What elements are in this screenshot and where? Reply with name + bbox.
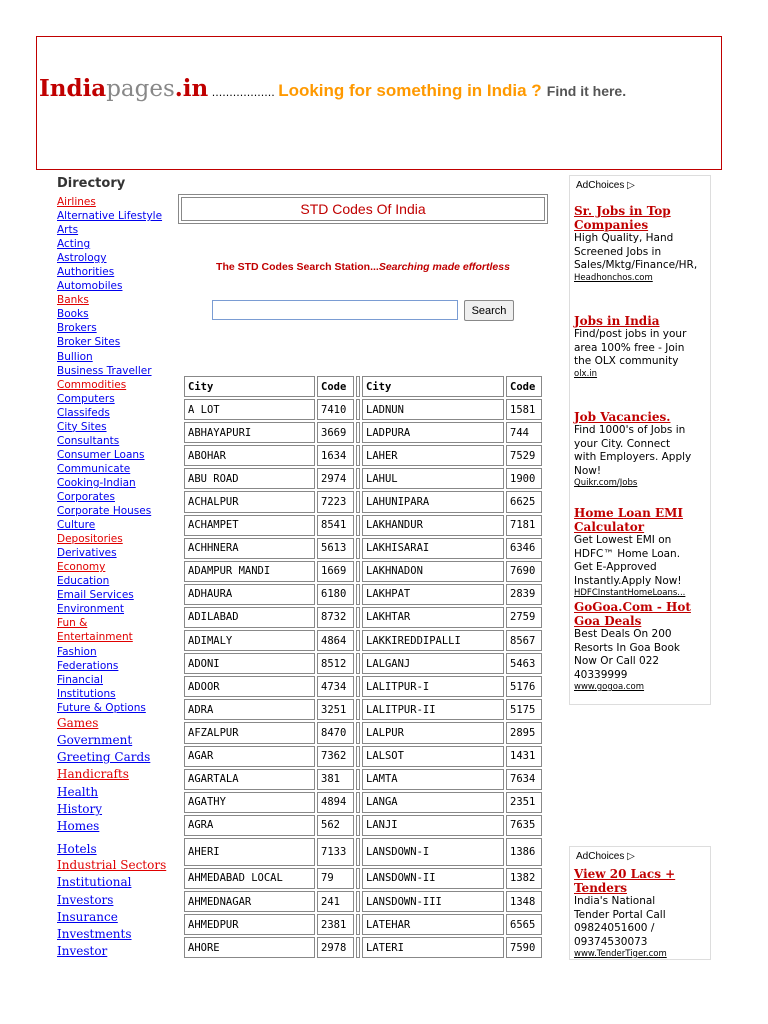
code-cell: 2759 [506, 607, 542, 628]
column-separator [356, 422, 360, 443]
header-banner [36, 36, 722, 170]
subtitle-emphasis: Searching made effortless [378, 261, 510, 273]
ad-title-link[interactable] [574, 867, 714, 895]
directory-link[interactable]: Greeting Cards [57, 750, 151, 765]
city-cell: LAHUNIPARA [362, 491, 504, 512]
directory-link[interactable]: Investments [57, 926, 132, 941]
directory-link[interactable]: Banks [57, 294, 89, 307]
ad-block [569, 175, 711, 705]
directory-link[interactable]: Institutional [57, 875, 132, 890]
table-row [184, 722, 542, 743]
header-city: City [362, 376, 504, 397]
directory-link[interactable]: Entertainment [57, 631, 133, 644]
text-ad [574, 314, 714, 379]
column-separator [356, 838, 360, 866]
city-cell: ADHAURA [184, 584, 315, 605]
page-subtitle [180, 261, 546, 273]
city-cell: LADNUN [362, 399, 504, 420]
directory-link[interactable]: Corporate Houses [57, 505, 152, 518]
adchoices-text: AdChoices [576, 851, 625, 862]
ad-title-line: Goa Deals [574, 614, 642, 628]
directory-link[interactable]: Email Services [57, 589, 134, 602]
search-input[interactable] [212, 300, 458, 320]
ad-url-link[interactable]: olx.in [574, 368, 598, 379]
city-cell: AHMEDPUR [184, 914, 315, 935]
page-title-box [178, 194, 548, 224]
column-separator [356, 699, 360, 720]
table-row [184, 399, 542, 420]
city-cell: LAKKIREDDIPALLI [362, 630, 504, 651]
ad-title-line: Jobs in India [574, 314, 660, 328]
ad-body-line: Find 1000's of Jobs in [574, 424, 686, 436]
city-cell: LAMTA [362, 769, 504, 790]
logo-pages: pages [106, 76, 175, 102]
city-cell: LALGANJ [362, 653, 504, 674]
city-cell: LANSDOWN-I [362, 838, 504, 866]
ad-body-line: High Quality, Hand [574, 232, 674, 244]
ad-body-line: area 100% free - Join [574, 341, 685, 354]
column-separator [356, 722, 360, 743]
column-separator [356, 769, 360, 790]
adchoices-label[interactable] [570, 176, 710, 191]
city-cell: ADRA [184, 699, 315, 720]
city-cell: LAKHNADON [362, 561, 504, 582]
code-cell: 79 [317, 868, 354, 889]
code-cell: 2839 [506, 584, 542, 605]
directory-link[interactable]: Authorities [57, 266, 115, 279]
city-cell: LAHER [362, 445, 504, 466]
column-separator [356, 584, 360, 605]
code-cell: 5613 [317, 538, 354, 559]
city-cell: LAKHTAR [362, 607, 504, 628]
table-row [184, 868, 542, 889]
city-cell: LADPURA [362, 422, 504, 443]
ad-body-line: Now Or Call 022 [574, 655, 660, 667]
city-cell: ACHALPUR [184, 491, 315, 512]
city-cell: LALPUR [362, 722, 504, 743]
directory-link[interactable]: Broker Sites [57, 336, 121, 349]
column-separator [356, 868, 360, 889]
ad-body-line: 09824051600 / [574, 922, 655, 934]
site-logo[interactable] [39, 75, 209, 102]
ad-title-line: Job Vacancies. [574, 410, 671, 424]
ad-title-line: Tenders [574, 881, 628, 895]
code-cell: 8541 [317, 515, 354, 536]
city-cell: ADOOR [184, 676, 315, 697]
ad-body-line: Tender Portal Call [574, 908, 666, 921]
code-cell: 1382 [506, 868, 542, 889]
directory-link[interactable]: Institutions [57, 687, 116, 700]
directory-link[interactable]: Culture [57, 519, 96, 532]
directory-link[interactable]: Fun & [57, 617, 88, 630]
adchoices-text: AdChoices [576, 180, 625, 191]
column-separator [356, 815, 360, 836]
table-row [184, 676, 542, 697]
header-code: Code [317, 376, 354, 397]
directory-link[interactable]: Games [57, 715, 99, 730]
ad-body-line: Screened Jobs in [574, 245, 662, 258]
column-separator [356, 607, 360, 628]
ad-url-link[interactable]: www.TenderTiger.com [574, 949, 667, 959]
code-cell: 3251 [317, 699, 354, 720]
logo-india: India [39, 75, 107, 102]
directory-link[interactable]: History [57, 801, 103, 816]
directory-link[interactable]: Consultants [57, 434, 120, 447]
directory-link[interactable]: City Sites [57, 420, 107, 433]
ad-title-line: View 20 Lacs + [574, 867, 676, 881]
ad-body-line: Instantly.Apply Now! [574, 574, 682, 587]
directory-link[interactable]: Homes [57, 818, 100, 833]
ad-title-link[interactable] [574, 204, 714, 232]
ad-body-line: Get E-Approved [574, 561, 657, 573]
directory-link[interactable]: Alternative Lifestyle [57, 210, 163, 223]
text-ad [574, 867, 714, 959]
code-cell: 2978 [317, 937, 354, 958]
table-row [184, 538, 542, 559]
ad-body-line: Now! [574, 464, 602, 477]
directory-link[interactable]: Commodities [57, 378, 127, 391]
city-cell: ADONI [184, 653, 315, 674]
directory-link[interactable]: Handicrafts [57, 767, 129, 782]
code-cell: 1386 [506, 838, 542, 866]
ad-body-line: the OLX community [574, 355, 679, 367]
column-separator [356, 630, 360, 651]
banner-tagline: Looking for something in India ? [278, 81, 542, 100]
city-cell: LAKHISARAI [362, 538, 504, 559]
ad-block [569, 846, 711, 960]
directory-list [57, 195, 177, 960]
city-cell: AGRA [184, 815, 315, 836]
column-separator [356, 491, 360, 512]
directory-link[interactable]: Environment [57, 603, 125, 616]
code-cell: 6346 [506, 538, 542, 559]
code-cell: 8470 [317, 722, 354, 743]
text-ad [574, 410, 714, 488]
city-cell: LATEHAR [362, 914, 504, 935]
banner-dots: .................. [208, 86, 279, 99]
column-separator [356, 538, 360, 559]
table-row [184, 914, 542, 935]
directory-link[interactable]: Derivatives [57, 547, 117, 560]
directory-link[interactable]: Bullion [57, 350, 93, 363]
directory-title: Directory [57, 176, 126, 191]
code-cell: 5463 [506, 653, 542, 674]
city-cell: ABOHAR [184, 445, 315, 466]
ad-body-line: Get Lowest EMI on [574, 534, 672, 546]
city-cell: ADILABAD [184, 607, 315, 628]
table-row [184, 584, 542, 605]
header-city: City [184, 376, 315, 397]
directory-link[interactable]: Astrology [57, 252, 107, 265]
code-cell: 7590 [506, 937, 542, 958]
text-ad [574, 600, 714, 692]
code-cell: 7362 [317, 746, 354, 767]
directory-link[interactable]: Corporates [57, 490, 115, 503]
code-cell: 7410 [317, 399, 354, 420]
directory-link[interactable]: Depositories [57, 533, 123, 546]
city-cell: LAKHANDUR [362, 515, 504, 536]
city-cell: AHORE [184, 937, 315, 958]
code-cell: 4864 [317, 630, 354, 651]
ad-title-line: GoGoa.Com - Hot [574, 600, 691, 614]
ad-body-line: Sales/Mktg/Finance/HR, [574, 259, 698, 271]
ad-url-link[interactable]: www.gogoa.com [574, 682, 645, 692]
adchoices-icon: ▷ [627, 851, 635, 862]
table-row [184, 891, 542, 912]
city-cell: ABU ROAD [184, 468, 315, 489]
ad-body-line: Resorts In Goa Book [574, 641, 680, 654]
directory-link[interactable]: Acting [57, 238, 91, 251]
table-row [184, 769, 542, 790]
code-cell: 7133 [317, 838, 354, 866]
column-separator [356, 445, 360, 466]
table-row [184, 468, 542, 489]
city-cell: ABHAYAPURI [184, 422, 315, 443]
code-cell: 5176 [506, 676, 542, 697]
code-cell: 8732 [317, 607, 354, 628]
directory-link[interactable]: Classifeds [57, 406, 110, 419]
city-cell: AGARTALA [184, 769, 315, 790]
city-cell: AGATHY [184, 792, 315, 813]
table-row [184, 792, 542, 813]
column-separator [356, 914, 360, 935]
table-row [184, 838, 542, 866]
table-row [184, 422, 542, 443]
logo-in: .in [174, 75, 209, 102]
column-separator [356, 746, 360, 767]
banner-line [39, 75, 626, 102]
city-cell: ADAMPUR MANDI [184, 561, 315, 582]
code-cell: 8567 [506, 630, 542, 651]
column-separator [356, 891, 360, 912]
code-cell: 744 [506, 422, 542, 443]
directory-link[interactable]: Economy [57, 561, 106, 574]
code-cell: 6180 [317, 584, 354, 605]
directory-link[interactable]: Industrial Sectors [57, 858, 167, 873]
city-cell: LANGA [362, 792, 504, 813]
ad-body-line: India's National [574, 895, 656, 907]
city-cell: ACHAMPET [184, 515, 315, 536]
table-header-row [184, 376, 542, 397]
code-cell: 7223 [317, 491, 354, 512]
city-cell: LANJI [362, 815, 504, 836]
code-cell: 1348 [506, 891, 542, 912]
city-cell: LAKHPAT [362, 584, 504, 605]
ad-url-link[interactable]: HDFCInstantHomeLoans... [574, 588, 686, 598]
header-code: Code [506, 376, 542, 397]
directory-link[interactable]: Arts [57, 224, 79, 237]
ad-title-line: Home Loan EMI [574, 506, 684, 520]
code-cell: 7690 [506, 561, 542, 582]
city-cell: LAHUL [362, 468, 504, 489]
city-cell: LALITPUR-I [362, 676, 504, 697]
column-separator [356, 561, 360, 582]
column-separator [356, 676, 360, 697]
ad-url-link[interactable]: Headhonchos.com [574, 272, 653, 283]
text-ad [574, 204, 714, 283]
table-row [184, 515, 542, 536]
column-separator [356, 653, 360, 674]
city-cell: AGAR [184, 746, 315, 767]
city-cell: A LOT [184, 399, 315, 420]
ad-url-link[interactable]: Quikr.com/Jobs [574, 478, 638, 488]
code-cell: 2974 [317, 468, 354, 489]
search-button[interactable]: Search [464, 300, 514, 321]
ad-title-link[interactable] [574, 314, 714, 328]
directory-link[interactable]: Cooking-Indian [57, 476, 136, 489]
table-row [184, 630, 542, 651]
ad-body-line: 09374530073 [574, 935, 648, 948]
adchoices-icon: ▷ [627, 180, 635, 191]
code-cell: 6565 [506, 914, 542, 935]
code-cell: 2381 [317, 914, 354, 935]
directory-link[interactable]: Computers [57, 392, 115, 405]
ad-title-link[interactable] [574, 600, 714, 628]
subtitle-lead: The STD Codes Search Station... [216, 261, 379, 273]
adchoices-label[interactable] [570, 847, 710, 862]
code-cell: 381 [317, 769, 354, 790]
ad-body-line: Best Deals On 200 [574, 628, 672, 640]
table-body [184, 399, 542, 958]
code-cell: 7635 [506, 815, 542, 836]
ad-body-line: your City. Connect [574, 437, 671, 450]
table-row [184, 561, 542, 582]
ad-title-link[interactable] [574, 410, 714, 424]
code-cell: 6625 [506, 491, 542, 512]
directory-link[interactable]: Government [57, 732, 133, 747]
directory-link[interactable]: Education [57, 575, 110, 588]
ad-title-link[interactable] [574, 506, 714, 534]
city-cell: AHERI [184, 838, 315, 866]
table-row [184, 937, 542, 958]
column-separator [356, 468, 360, 489]
city-cell: ACHHNERA [184, 538, 315, 559]
code-cell: 3669 [317, 422, 354, 443]
column-separator [356, 376, 360, 397]
directory-link[interactable]: Health [57, 784, 99, 799]
code-cell: 2351 [506, 792, 542, 813]
city-cell: ADIMALY [184, 630, 315, 651]
ad-body-line: with Employers. Apply [574, 451, 692, 463]
code-cell: 241 [317, 891, 354, 912]
code-cell: 1900 [506, 468, 542, 489]
table-row [184, 491, 542, 512]
code-cell: 1581 [506, 399, 542, 420]
code-cell: 7181 [506, 515, 542, 536]
code-cell: 7529 [506, 445, 542, 466]
city-cell: LANSDOWN-III [362, 891, 504, 912]
page-title: STD Codes Of India [181, 197, 545, 221]
ad-title-line: Calculator [574, 520, 645, 534]
column-separator [356, 515, 360, 536]
directory-link[interactable]: Business Traveller [57, 364, 152, 377]
code-cell: 7634 [506, 769, 542, 790]
ad-body-line: HDFC™ Home Loan. [574, 547, 681, 560]
directory-link[interactable]: Federations [57, 659, 119, 672]
city-cell: LALITPUR-II [362, 699, 504, 720]
table-row [184, 445, 542, 466]
code-cell: 5175 [506, 699, 542, 720]
table-row [184, 607, 542, 628]
ad-title-line: Companies [574, 218, 649, 232]
directory-link[interactable]: Brokers [57, 322, 97, 335]
column-separator [356, 399, 360, 420]
column-separator [356, 937, 360, 958]
directory-link[interactable]: Communicate [57, 462, 131, 475]
ad-body-line: 40339999 [574, 668, 628, 681]
code-cell: 8512 [317, 653, 354, 674]
banner-find-it: Find it here. [546, 83, 627, 99]
directory-link[interactable]: Financial [57, 673, 103, 686]
city-cell: AHMEDABAD LOCAL [184, 868, 315, 889]
directory-link[interactable]: Insurance [57, 909, 118, 924]
column-separator [356, 792, 360, 813]
code-cell: 1669 [317, 561, 354, 582]
directory-link[interactable]: Fashion [57, 645, 97, 658]
table-row [184, 815, 542, 836]
directory-link[interactable]: Airlines [57, 196, 96, 208]
directory-link[interactable]: Books [57, 308, 89, 321]
directory-link[interactable]: Investor [57, 944, 108, 959]
code-cell: 4734 [317, 676, 354, 697]
directory-link[interactable]: Consumer Loans [57, 448, 145, 461]
table-row [184, 746, 542, 767]
city-cell: LATERI [362, 937, 504, 958]
directory-link[interactable]: Hotels [57, 842, 97, 857]
city-cell: AFZALPUR [184, 722, 315, 743]
directory-link[interactable]: Future & Options [57, 701, 146, 714]
std-codes-table [182, 374, 544, 960]
ad-body-line: Find/post jobs in your [574, 328, 687, 340]
city-cell: LALSOT [362, 746, 504, 767]
city-cell: AHMEDNAGAR [184, 891, 315, 912]
code-cell: 2895 [506, 722, 542, 743]
ad-title-line: Sr. Jobs in Top [574, 204, 671, 218]
table-row [184, 653, 542, 674]
directory-link[interactable]: Investors [57, 892, 114, 907]
code-cell: 1431 [506, 746, 542, 767]
code-cell: 1634 [317, 445, 354, 466]
city-cell: LANSDOWN-II [362, 868, 504, 889]
code-cell: 562 [317, 815, 354, 836]
text-ad [574, 506, 714, 598]
code-cell: 4894 [317, 792, 354, 813]
table-row [184, 699, 542, 720]
directory-link[interactable]: Automobiles [57, 280, 123, 293]
